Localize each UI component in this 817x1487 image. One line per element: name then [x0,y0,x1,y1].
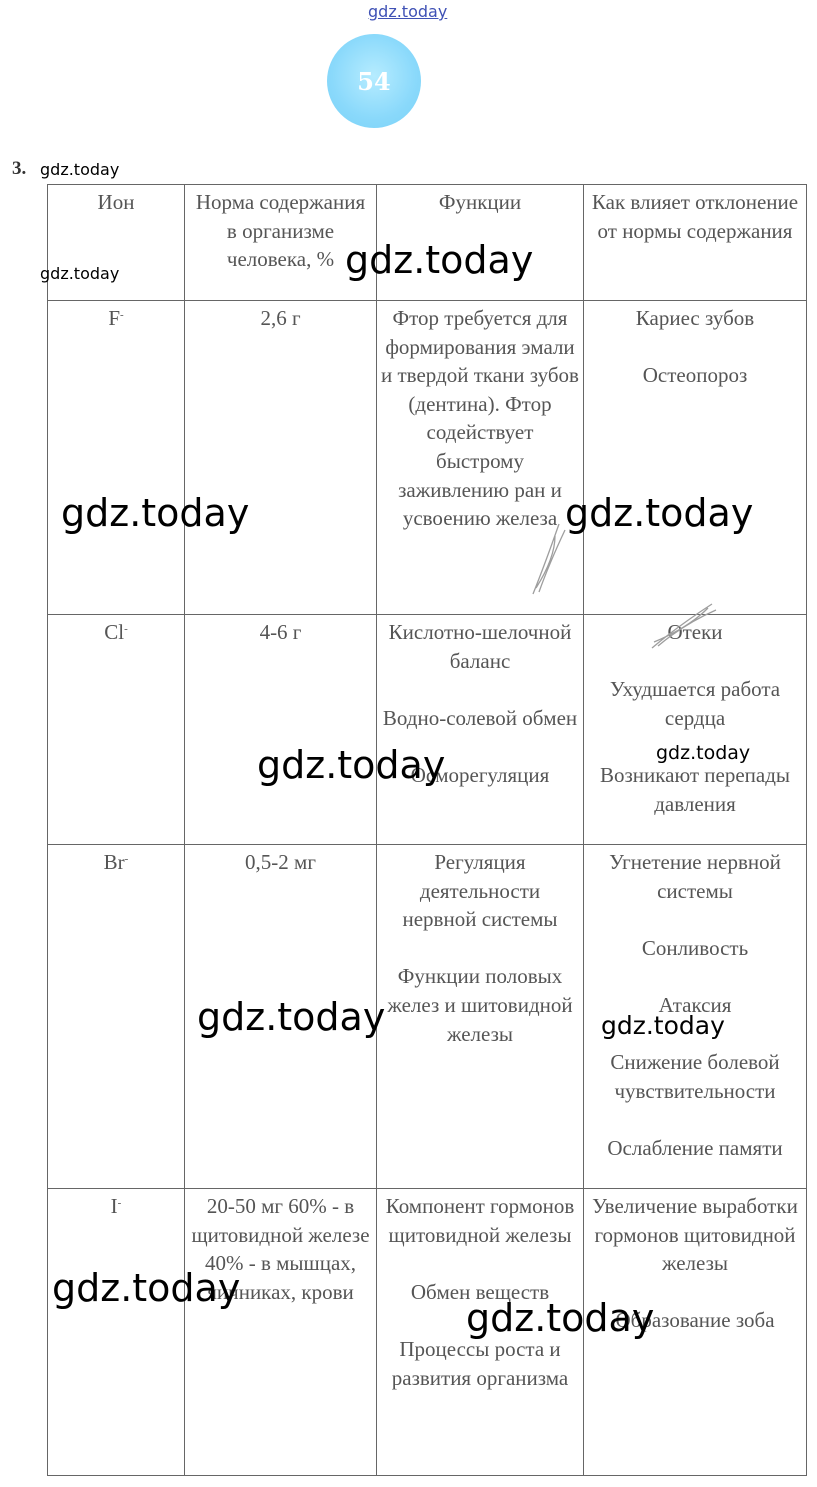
function-text: Кислотно-шелочной баланс [388,620,572,673]
watermark: gdz.today [40,160,120,179]
header-norm: Норма содержания в организме человека, % [185,185,377,301]
ion-symbol: I [110,1194,118,1218]
ion-cell [48,615,185,845]
deviation-text: Снижение болевой чувствительности [610,1050,780,1103]
scribble-mark [527,518,572,598]
deviation-text: Образование зоба [615,1308,775,1333]
norm-text: 4-6 г [259,620,302,644]
function-text: Компонент гормонов щитовидной железы [385,1194,575,1247]
deviation-text: Отеки [667,620,723,644]
deviation-text: Ухудшается работа сердца [609,677,781,730]
scribble-mark [648,600,718,650]
norm-cell [185,615,377,845]
function-text: Процессы роста и развития организма [391,1336,569,1390]
watermark: gdz.today [61,491,250,535]
ion-symbol: Br [103,850,125,874]
ion-symbol: Cl [104,620,125,644]
ion-cell [48,301,185,615]
function-text: Осморегуляция [410,762,550,787]
function-text: Обмен веществ [410,1279,550,1304]
deviation-text: Сонливость [641,935,749,960]
watermark-top-link[interactable]: gdz.today [368,2,448,21]
ion-charge: - [117,1197,122,1209]
watermark: gdz.today [257,743,446,787]
functions-cell [377,615,584,845]
norm-cell [185,301,377,615]
deviation-text: Возникают перепады давления [599,762,791,816]
norm-cell [185,1189,377,1476]
watermark: gdz.today [197,995,386,1039]
function-text: Фтор требуется для формирования эмали и твердой ткани зубов (дентина). Фтор содействует быстрому заживлению ран и усвоению железа [381,306,579,531]
norm-text: 0,5-2 мг [245,850,316,874]
watermark: gdz.today [466,1296,655,1340]
norm-text: 20-50 мг 60% - в щитовидной железе 40% - в мышцах, яичниках, крови [191,1194,370,1304]
deviation-text: Атаксия [658,992,732,1017]
watermark: gdz.today [40,264,120,283]
watermark: gdz.today [601,1011,725,1040]
ion-cell [48,1189,185,1476]
function-text: Водно-солевой обмен [382,705,578,730]
header-deviation: Как влияет отклонение от нормы содержания [584,185,807,301]
deviation-text: Кариес зубов [635,306,755,330]
watermark: gdz.today [345,238,534,282]
ion-cell [48,845,185,1189]
header-ion: Ион [48,185,185,301]
page-number: 54 [357,66,391,96]
functions-cell [377,845,584,1189]
watermark: gdz.today [565,491,754,535]
table-row-iodine [48,1189,807,1476]
header-functions: Функции [377,185,584,301]
function-text: Регуляция деятельности нервной системы [402,850,558,932]
ion-charge: - [120,309,124,321]
deviation-text: Остеопороз [642,363,748,388]
deviation-cell [584,301,807,615]
ion-charge: - [124,623,128,635]
ion-charge: - [124,853,129,865]
deviation-text: Увеличение выработки гормонов щитовидной железы [592,1194,798,1276]
deviation-text: Ослабление памяти [607,1135,783,1160]
task-number: 3. [12,158,27,179]
table-row-fluorine [48,301,807,615]
deviation-text: Угнетение нервной системы [609,850,781,903]
watermark: gdz.today [52,1266,241,1310]
norm-text: 2,6 г [260,306,301,330]
watermark: gdz.today [656,742,751,764]
ion-symbol: F [108,306,120,330]
function-text: Функции половых желез и шитовидной железы [387,964,573,1046]
page-number-badge [327,34,421,128]
